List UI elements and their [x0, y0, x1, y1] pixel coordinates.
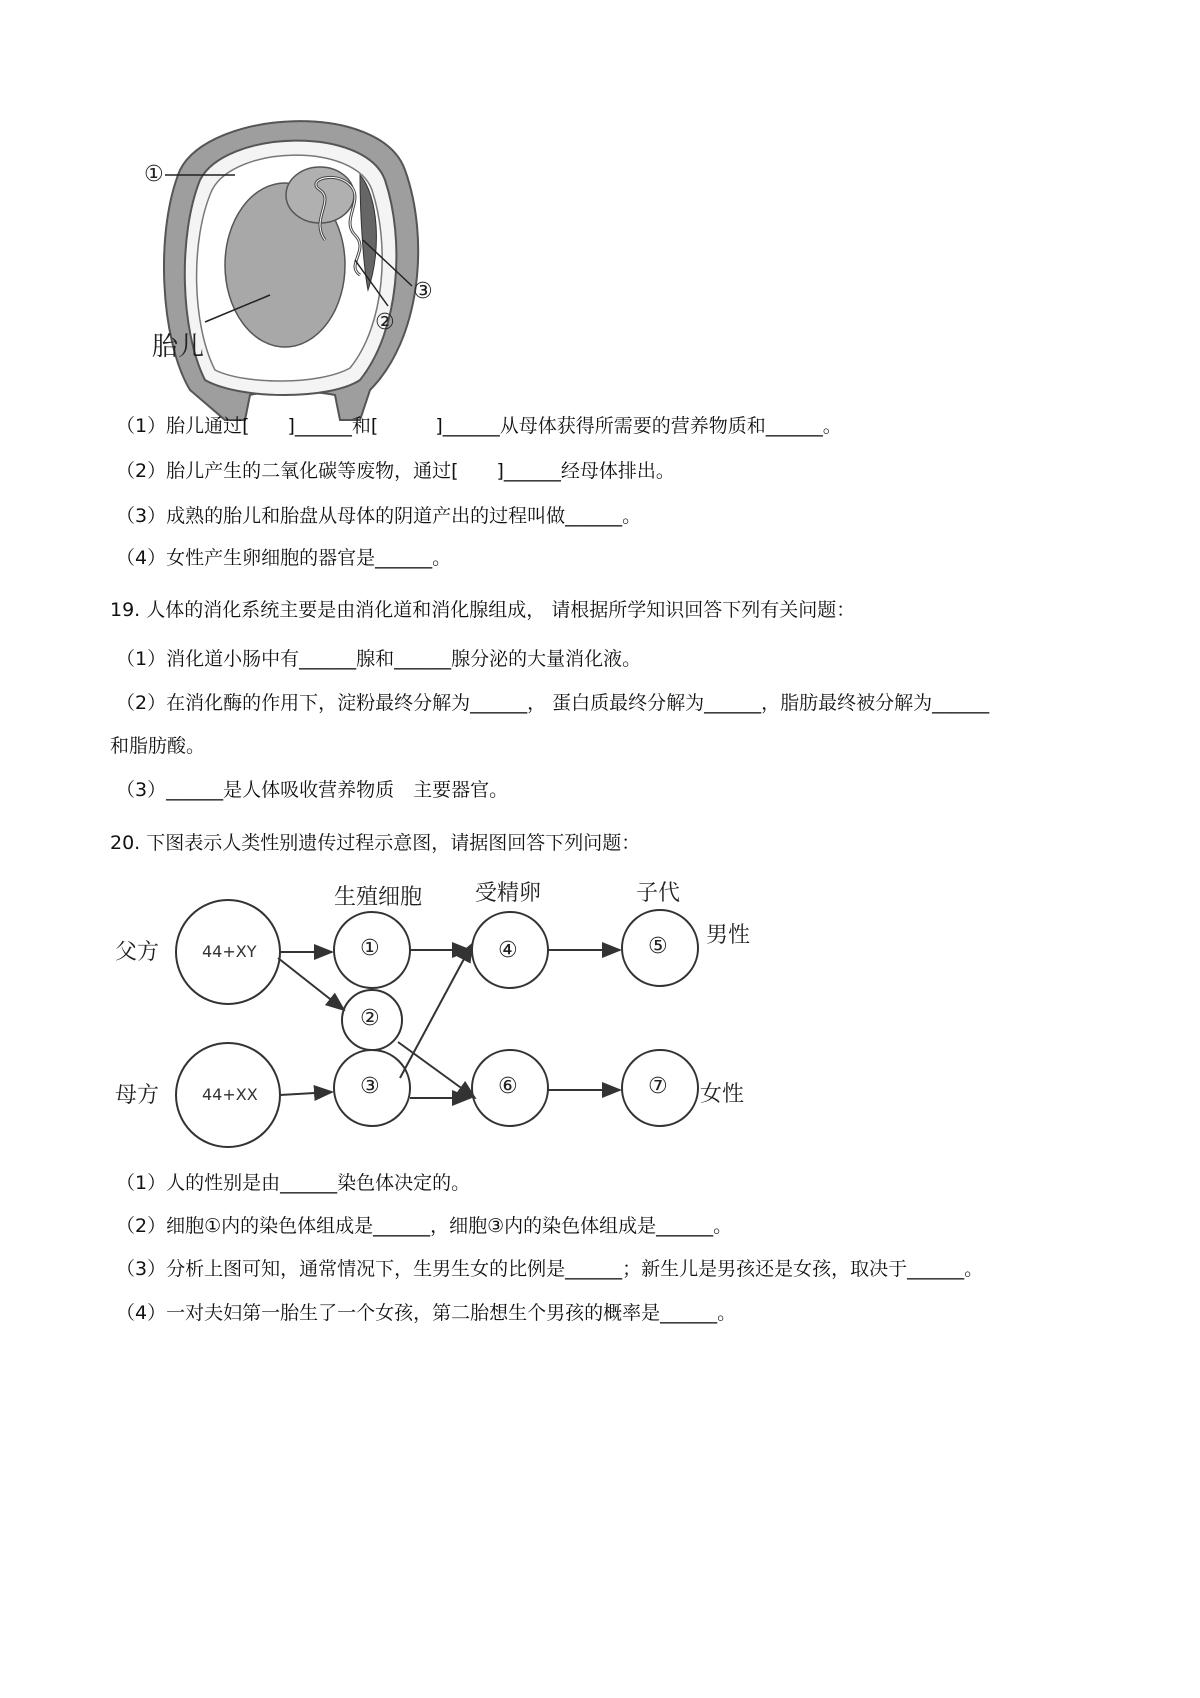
col-offspring: 子代 [636, 881, 681, 906]
female-label: 女性 [700, 1082, 745, 1107]
cell-1: ① [360, 936, 380, 961]
father-label: 父方 [115, 940, 160, 965]
q20-item-3: （3）分析上图可知，通常情况下，生男生女的比例是______；新生儿是男孩还是女孩，取决于______。 [116, 1258, 984, 1280]
q18-item-1: （1）胎儿通过[ ]______和[ ]______从母体获得所需要的营养物质和______。 [116, 415, 842, 437]
q20-item-4: （4）一对夫妇第一胎生了一个女孩，第二胎想生个男孩的概率是______。 [116, 1302, 737, 1324]
father-genotype: 44+XY [202, 942, 257, 961]
q19-item-1: （1）消化道小肠中有______腺和______腺分泌的大量消化液。 [116, 648, 642, 670]
sex-inheritance-diagram [100, 870, 800, 1160]
cell-2: ② [360, 1006, 380, 1031]
inheritance-svg [100, 870, 800, 1160]
q19-item-2: （2）在消化酶的作用下，淀粉最终分解为______， 蛋白质最终分解为______，脂肪最终被分解为______ [116, 692, 990, 714]
figure-label-3: ③ [413, 279, 433, 304]
q18-item-3: （3）成熟的胎儿和胎盘从母体的阴道产出的过程叫做______。 [116, 505, 642, 527]
fetus-label: 胎儿 [152, 332, 205, 362]
cell-6: ⑥ [498, 1074, 518, 1099]
q20-item-2: （2）细胞①内的染色体组成是______，细胞③内的染色体组成是______。 [116, 1215, 733, 1237]
cell-4: ④ [498, 938, 518, 963]
q20-stem: 20. 下图表示人类性别遗传过程示意图，请据图回答下列问题： [110, 832, 641, 854]
cell-7: ⑦ [648, 1074, 668, 1099]
uterus-diagram [120, 100, 480, 430]
q19-item-2-cont: 和脂肪酸。 [110, 735, 206, 757]
cell-5: ⑤ [648, 934, 668, 959]
q18-item-2: （2）胎儿产生的二氧化碳等废物，通过[ ]______经母体排出。 [116, 460, 675, 482]
q19-item-3: （3）______是人体吸收营养物质 主要器官。 [116, 779, 509, 801]
q19-stem: 19. 人体的消化系统主要是由消化道和消化腺组成， 请根据所学知识回答下列有关问题： [110, 599, 856, 621]
figure-label-1: ① [144, 162, 164, 187]
q18-item-4: （4）女性产生卵细胞的器官是______。 [116, 547, 452, 569]
mother-label: 母方 [115, 1083, 160, 1108]
fetus-figure [120, 100, 480, 430]
male-label: 男性 [706, 923, 751, 948]
q20-item-1: （1）人的性别是由______染色体决定的。 [116, 1172, 471, 1194]
col-germ-cells: 生殖细胞 [334, 885, 423, 910]
figure-label-2: ② [375, 310, 395, 335]
mother-genotype: 44+XX [202, 1085, 258, 1104]
cell-3: ③ [360, 1074, 380, 1099]
col-zygote: 受精卵 [475, 881, 542, 906]
